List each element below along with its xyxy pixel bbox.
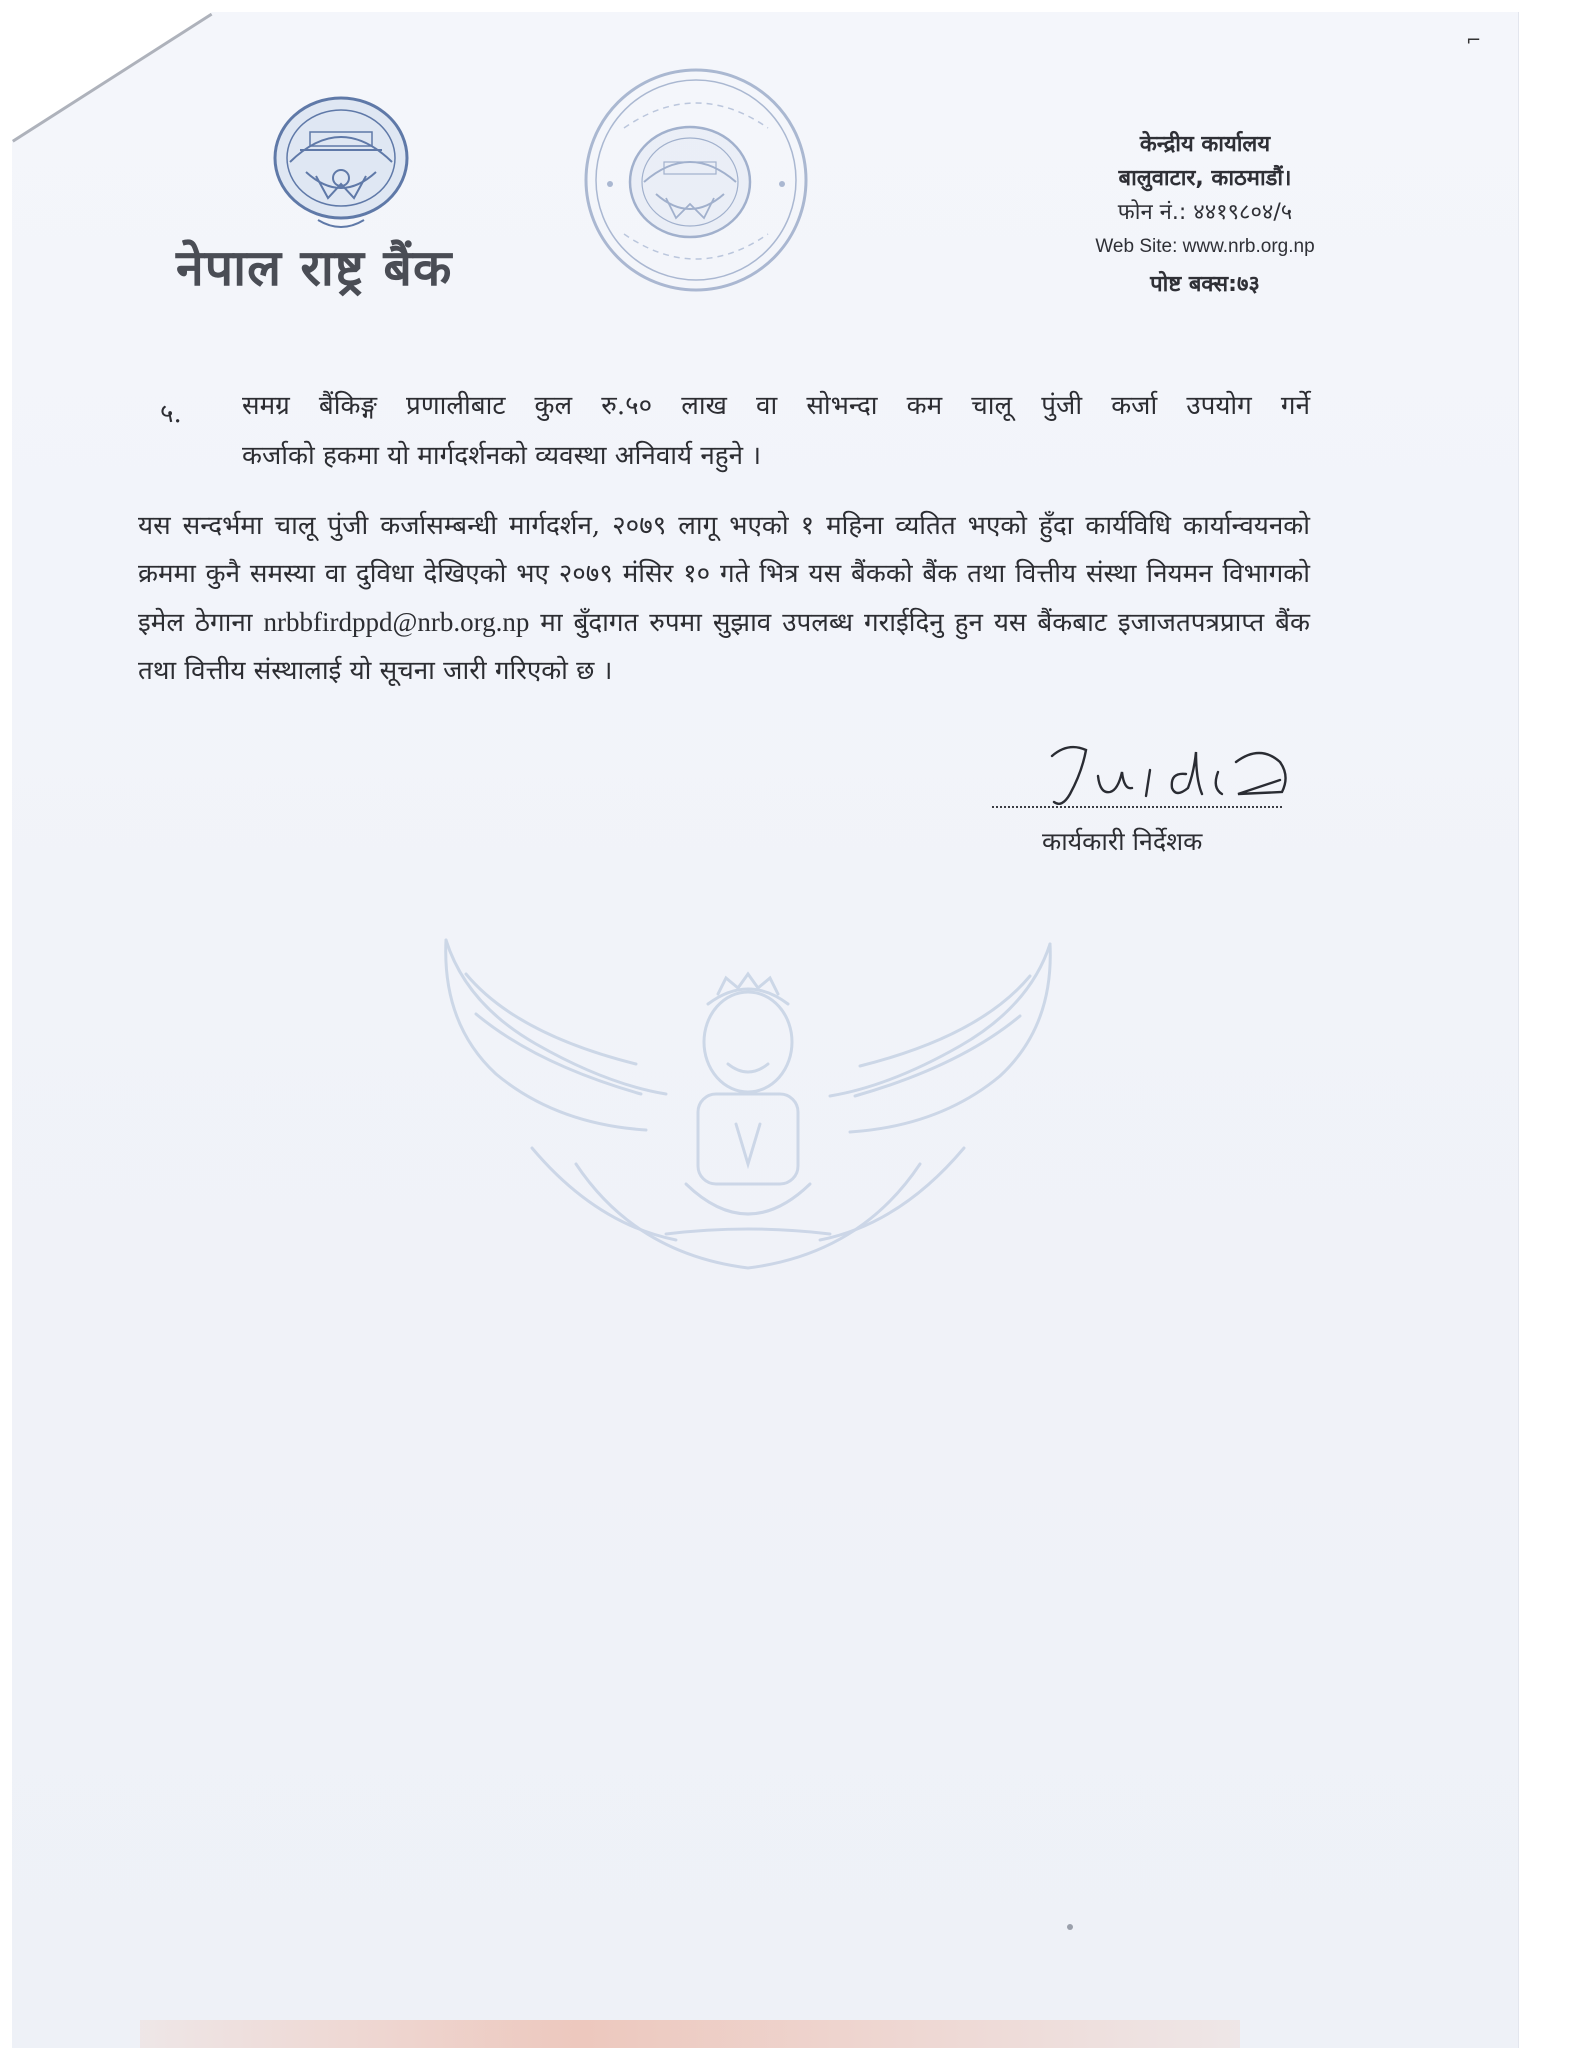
website-text: Web Site: www.nrb.org.np (1095, 236, 1315, 257)
garuda-watermark-icon (436, 934, 1060, 1274)
po-box: पोष्ट बक्स:७३ (1150, 272, 1260, 297)
signatory-title: कार्यकारी निर्देशक (1042, 827, 1203, 856)
signature-line (992, 788, 1282, 808)
email-address: nrbbfirdppd@nrb.org.np (263, 607, 530, 637)
signature-icon (990, 732, 1320, 822)
bank-name: नेपाल राष्ट्र बैंक (176, 239, 453, 297)
scan-mark: ⌐ (1466, 30, 1482, 51)
official-seal-icon (580, 64, 812, 296)
item-text-line-1: समग्र बैंकिङ्ग प्रणालीबाट कुल रु.५० लाख वा सोभन्दा कम चालू पुंजी कर्जा उपयोग गर्ने (242, 391, 1310, 421)
scan-speck (1067, 1924, 1073, 1930)
phone-number: फोन नं.: ४४१९८०४/५ (1117, 200, 1293, 225)
item-number: ५. (160, 399, 182, 429)
office-address-block (1040, 128, 1370, 302)
paragraph-text-1: यस सन्दर्भमा चालू पुंजी कर्जासम्बन्धी मार्गदर्शन, २०७९ लागू भएको १ महिना व्यतित भएको हुँदा कार्यविधि कार्यान्वयनको क्रममा कुनै समस्या वा दुविधा देखिएको भए २०७९ मंसिर १० गते भित्र यस बैंकको बैंक तथा वित्तीय संस्था नियमन विभागको इमेल ठेगाना (138, 511, 1310, 638)
central-office-label: केन्द्रीय कार्यालय (1139, 132, 1271, 157)
item-text-line-2: कर्जाको हकमा यो मार्गदर्शनको व्यवस्था अनिवार्य नहुने । (242, 441, 762, 471)
office-location: बालुवाटार, काठमाडौं। (1118, 166, 1292, 191)
bank-logo-icon (270, 92, 412, 234)
paragraph-text-2: मा बुँदागत रुपमा सुझाव उपलब्ध गराईदिनु हुन यस बैंकबाट इजाजतपत्रप्राप्त बैंक तथा वित्तीय संस्थालाई यो सूचना जारी गरिएको छ । (138, 608, 1311, 686)
scan-edge-stripe (140, 2020, 1240, 2048)
notice-paragraph (138, 502, 1310, 695)
